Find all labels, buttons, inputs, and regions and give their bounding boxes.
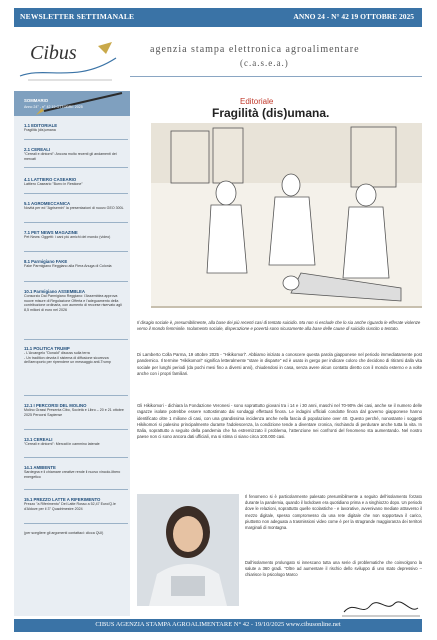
newsletter-label: NEWSLETTER SETTIMANALE xyxy=(20,12,135,21)
toc-item-text: - L'Arcangelo "Donald" discuss sulla terra - Un tradition devota il sistema di diffusione sicurezza dell'aeroporto per riprendere un messaggio anti-Trump xyxy=(24,351,111,365)
footer-text[interactable]: CIBUS AGENZIA STAMPA AGROALIMENTARE N° 42 - 19/10/2025 www.cibusonline.net xyxy=(95,621,341,628)
toc-item-title: 2.1 CEREALI xyxy=(24,147,51,152)
toc-divider xyxy=(24,429,128,430)
newsletter-header-bar xyxy=(14,8,422,27)
sommario-heading xyxy=(24,98,124,103)
sidebar-pen-icon xyxy=(14,91,130,116)
masthead-divider xyxy=(130,76,422,77)
toc-divider xyxy=(24,523,128,524)
toc-item-text: Pet News: Oggetti: i cani più amichi del mondo (video) xyxy=(24,235,111,240)
toc-item[interactable] xyxy=(24,123,124,133)
toc-contact-link[interactable]: (per scegliere gli argomenti contattaci: clicca QUI) xyxy=(24,531,104,535)
article-title: Fragilità (dis)umana. xyxy=(212,106,330,120)
section-label: Editoriale xyxy=(240,97,274,106)
photo-girl-image xyxy=(137,494,239,606)
toc-divider xyxy=(24,457,128,458)
toc-item-title: 12.1 I PERCORSI DEL MOLINO xyxy=(24,403,87,408)
sommario-issue: Anno 24° - n° 42 19 OTTOBRE 2025 xyxy=(24,105,83,109)
toc-item[interactable] xyxy=(24,201,124,211)
toc-item-text: Consorzio Dal Parmigiano Reggiano: l'Assemblea approva nuove misure di Regolazione Offerta e l'adeguamento della contribuzione ordinaria, con aumento di reccese riservato agli 8,5 milioni di euro nel 2026 xyxy=(24,294,122,312)
article-photo xyxy=(137,494,239,606)
masthead-acronym: (c.a.s.e.a.) xyxy=(240,58,289,68)
toc-item-text: "Cereali e dintorni": Ancora molto recenti gli andamenti dei mercati xyxy=(24,152,117,161)
cibus-logo xyxy=(16,36,121,88)
toc-item-text: Molino Grassi Presenta Cibo, Società e Libro – 20 e 21 ottobre 2025 Percorsi Sapiense xyxy=(24,408,124,417)
article-paragraph: Il fenomeno si è particolarmente palesato presumibilmente a seguito dell'isolamento forzato durante la pandemia, quando il lockdown era quotidiano prima e a singhiozzo dopo. Un periodo dove le relazioni, soprattutto quelle scolastiche - e lavorative, avvenivano mediate attraverso il mezzo digitale, spesso compromesso da una rete digitale che non sopportava il carico, piuttosto non adeguata a trasmissioni video come è per la stragrande maggioranza dei territori marginali di montagna. xyxy=(245,494,422,531)
toc-divider xyxy=(24,139,128,140)
toc-item[interactable] xyxy=(24,437,124,447)
toc-divider xyxy=(24,251,128,252)
toc-item-title: 11.1 POLITICA TRUMP xyxy=(24,346,70,351)
toc-divider xyxy=(24,193,128,194)
toc-item-text: Prezzo "a Riferimento" Del Latte Rosso a 52,47 Euro/Q.le d'Aldove per il 3° Quadrimestre 2024 xyxy=(24,502,116,511)
toc-item-text: Fake Parmigiano Reggiano alla Fiera Anuga di Colonia xyxy=(24,264,112,269)
toc-contact[interactable] xyxy=(24,531,124,536)
article-paragraph: Dall'isolamento prolungato si innescano tutta una serie di problematiche che coinvolgono la salute a 360 gradi. "Oltre ad aumentare il rischio dello sviluppo di uno stato depressivo – chiarisce lo psicologo Marco xyxy=(245,560,422,578)
toc-item[interactable] xyxy=(24,259,124,269)
article-paragraph: Di Lamberto Colla Parma, 19 ottobre 2025 - "Hikikomori". Abbiamo iniziato a conoscere questa parola giapponese nel periodo immediatamente post pandemico. Il termine "Hikikomori" significa letteralmente "stare in disparte" ed è usato in gergo per indicare coloro che decidono di ritirarsi dalla vita sociale per lunghi periodi (da pochi mesi fino a diversi anni), chiudendosi in casa, senza avere alcun contatto diretto con il mondo esterno e a volte anche con i propri familiari. xyxy=(137,352,422,376)
toc-item-title: 10.1 Parmigiano ASSEMBLEA xyxy=(24,289,85,294)
toc-item-title: 7.1 PET NEWS MAGAZINE xyxy=(24,230,78,235)
author-signature xyxy=(340,596,422,618)
logo-wordmark: Cibus xyxy=(30,42,77,64)
article-paragraph: Gli Hikikomori - dichiara la Fondazione Veronesi - sono soprattutto giovani tra i 14 e i 30 anni, maschi nel 70-90% dei casi, anche se il numero delle ragazze isolate potrebbe essere sottostimato dai sondaggi effettuati finora. Le indagini ufficiali condotte finora dal governo giapponese hanno identificato oltre 1 milione di casi, con una grandissima incidenza anche nella fascia di popolazione over 40. Questo perché, nonostante i soggetti Hikikomori si palesino principalmente durante l'adolescenza, la condizione tende a diventare cronica, rischiando di perdurare anche tutta la vita. In Italia, soprattutto a seguito della pandemia che ha estremizzato il problema, l'attenzione nei confronti del fenomeno sta aumentando. Nel nostro paese non ci sono ancora dati ufficiali, ma si stima ci siano circa 100.000 casi. xyxy=(137,403,422,440)
toc-item[interactable] xyxy=(24,230,124,240)
article-lead: Il disagio sociale è, presumibilmente, alla base dei più recenti casi di tentato suicidio. Ma non si esclude che lo sia anche riguardo le efferate violenze verso il mondo femminile. Isolamento sociale, disperazione e povertà sono sicuramente alla base delle cause di suicidio riuscito o tentato. xyxy=(137,320,421,332)
toc-item[interactable] xyxy=(24,403,124,417)
masthead-title: agenzia stampa elettronica agroalimentare xyxy=(150,44,360,55)
toc-item-text: Novità per ed "Agrisemin" la presentazioni di nuovo GEO 300L xyxy=(24,206,124,211)
table-of-contents-sidebar xyxy=(14,91,130,616)
toc-divider xyxy=(24,339,128,340)
toc-item[interactable] xyxy=(24,497,124,511)
toc-item-title: 13.1 CEREALI xyxy=(24,437,53,442)
toc-item[interactable] xyxy=(24,465,124,479)
editorial-illustration xyxy=(151,123,422,308)
toc-item-title: 14.1 AMBIENTE xyxy=(24,465,56,470)
toc-divider xyxy=(24,489,128,490)
toc-item-title: 15.1 PREZZO LATTE A RIFERIMENTO xyxy=(24,497,101,502)
toc-item-text: Fragilità (dis)umana xyxy=(24,128,56,133)
toc-item-title: 1.1 EDITORIALE xyxy=(24,123,58,128)
page-footer xyxy=(14,619,422,632)
toc-item-title: 4.1 LATTIERO CASEARIO xyxy=(24,177,77,182)
toc-divider xyxy=(24,281,128,282)
toc-item-title: 5.1 AGROMECCANICA xyxy=(24,201,71,206)
toc-divider xyxy=(24,395,128,396)
toc-item[interactable] xyxy=(24,147,124,161)
sommario-subtitle xyxy=(24,105,124,110)
toc-item[interactable] xyxy=(24,177,124,187)
toc-item[interactable] xyxy=(24,289,124,313)
toc-divider xyxy=(24,222,128,223)
toc-item[interactable] xyxy=(24,346,124,365)
toc-item-title: 8.1 Parmigiano FAKE xyxy=(24,259,68,264)
toc-item-text: "Cereali e dintorni": Mercati in cammino laterale xyxy=(24,442,100,447)
toc-item-text: Sardegna e il chiamare creative rende il nuovo vincolo-libero energetico xyxy=(24,470,121,479)
sommario-title: SOMMARIO xyxy=(24,98,49,103)
toc-item-text: Lattiero Caseario "Burro in Restione" xyxy=(24,182,83,187)
issue-info: ANNO 24 - N° 42 19 OTTOBRE 2025 xyxy=(293,12,414,21)
toc-divider xyxy=(24,167,128,168)
